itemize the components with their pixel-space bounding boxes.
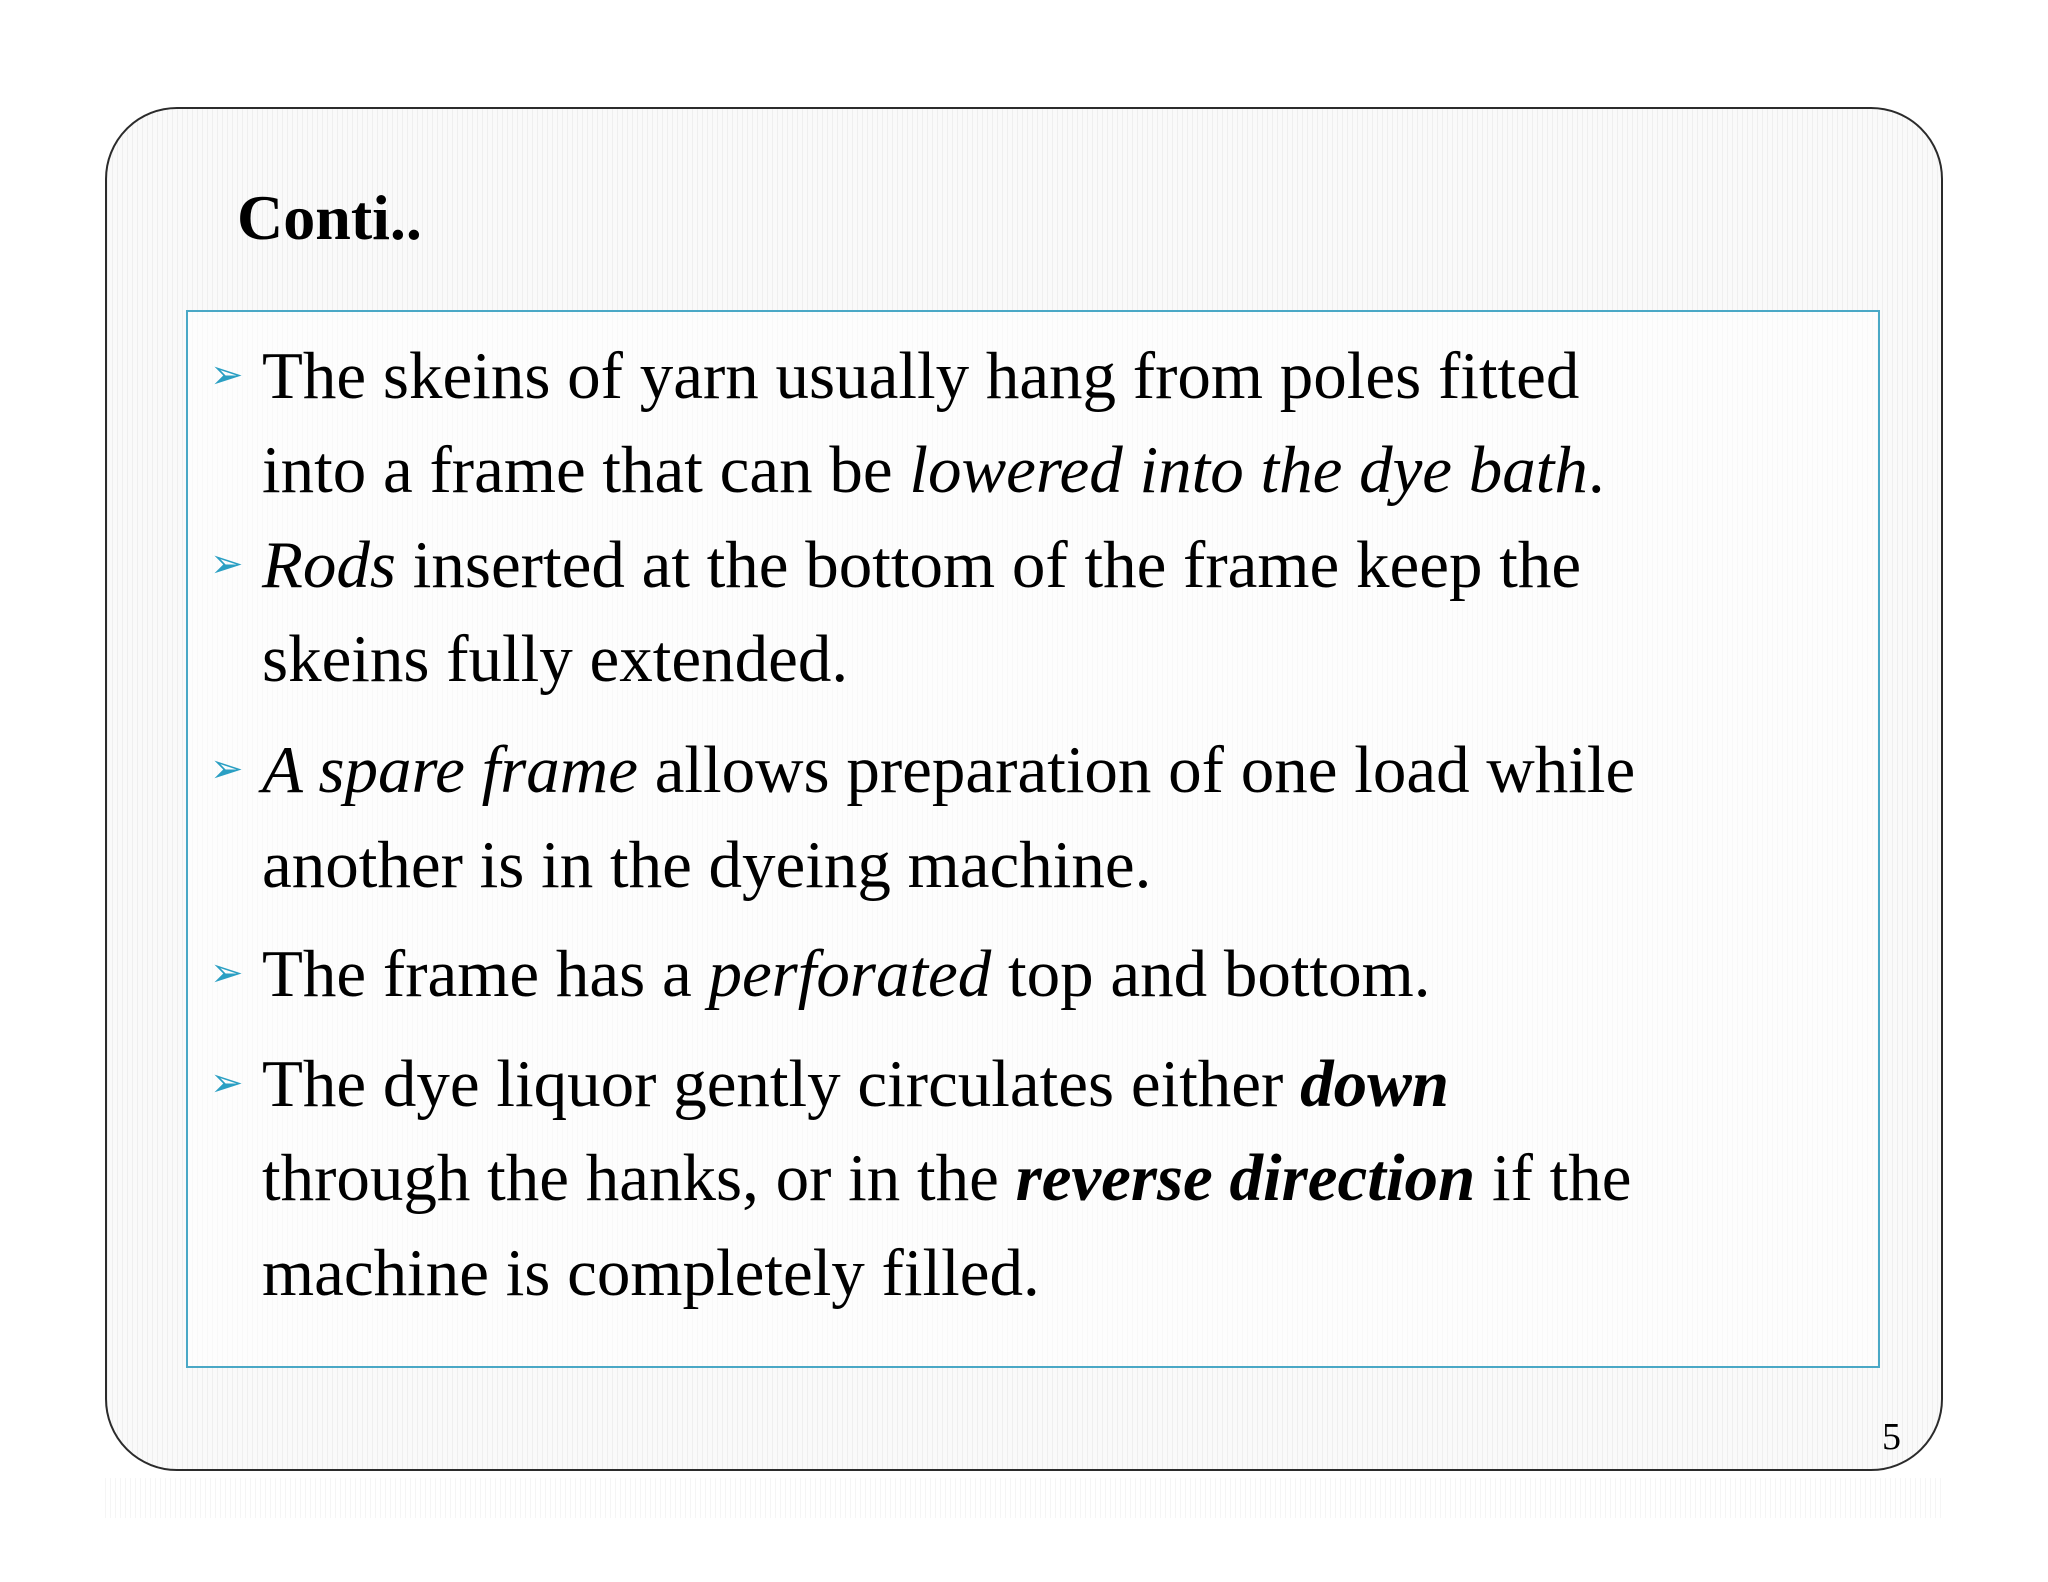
text-run: through the hanks, or in the — [262, 1141, 1016, 1215]
bullet-line — [262, 622, 849, 696]
bullet-line — [262, 1141, 1632, 1215]
text-run: if the — [1475, 1141, 1632, 1215]
italic-text-run: A spare frame — [262, 733, 638, 807]
text-run: . — [1587, 433, 1605, 507]
text-run: skeins fully extended. — [262, 622, 849, 696]
italic-text-run: Rods — [262, 528, 396, 602]
bullet-arrow-icon: ➢ — [210, 950, 244, 995]
bullet-line — [262, 937, 1431, 1011]
italic-text-run: perforated — [708, 937, 992, 1011]
text-run: The frame has a — [262, 937, 709, 1011]
text-run: inserted at the bottom of the frame keep the — [396, 528, 1582, 602]
bullet-line — [262, 828, 1152, 902]
bullet-arrow-icon: ➢ — [210, 746, 244, 791]
slide-shadow-strip — [105, 1478, 1943, 1518]
bullet-arrow-icon: ➢ — [210, 1060, 244, 1105]
text-run: top and bottom. — [991, 937, 1431, 1011]
text-run: machine is completely filled. — [262, 1236, 1040, 1310]
text-run: into a frame that can be — [262, 433, 910, 507]
text-run: allows preparation of one load while — [637, 733, 1636, 807]
bold-italic-text-run: down — [1300, 1047, 1450, 1121]
bullet-arrow-icon: ➢ — [210, 352, 244, 397]
text-run: The dye liquor gently circulates either — [262, 1047, 1301, 1121]
bullet-line — [262, 433, 1605, 507]
italic-text-run: lowered into the dye bath — [909, 433, 1588, 507]
bullet-line — [262, 528, 1582, 602]
bullet-line — [262, 339, 1580, 413]
text-run: another is in the dyeing machine. — [262, 828, 1152, 902]
bullet-line — [262, 1047, 1450, 1121]
slide-title: Conti.. — [237, 182, 422, 253]
bullet-arrow-icon: ➢ — [210, 541, 244, 586]
bold-italic-text-run: reverse direction — [1015, 1141, 1476, 1215]
bullet-line — [262, 1236, 1040, 1310]
bullet-line — [262, 733, 1636, 807]
text-run: The skeins of yarn usually hang from poles fitted — [262, 339, 1580, 413]
page-number: 5 — [1882, 1416, 1901, 1458]
